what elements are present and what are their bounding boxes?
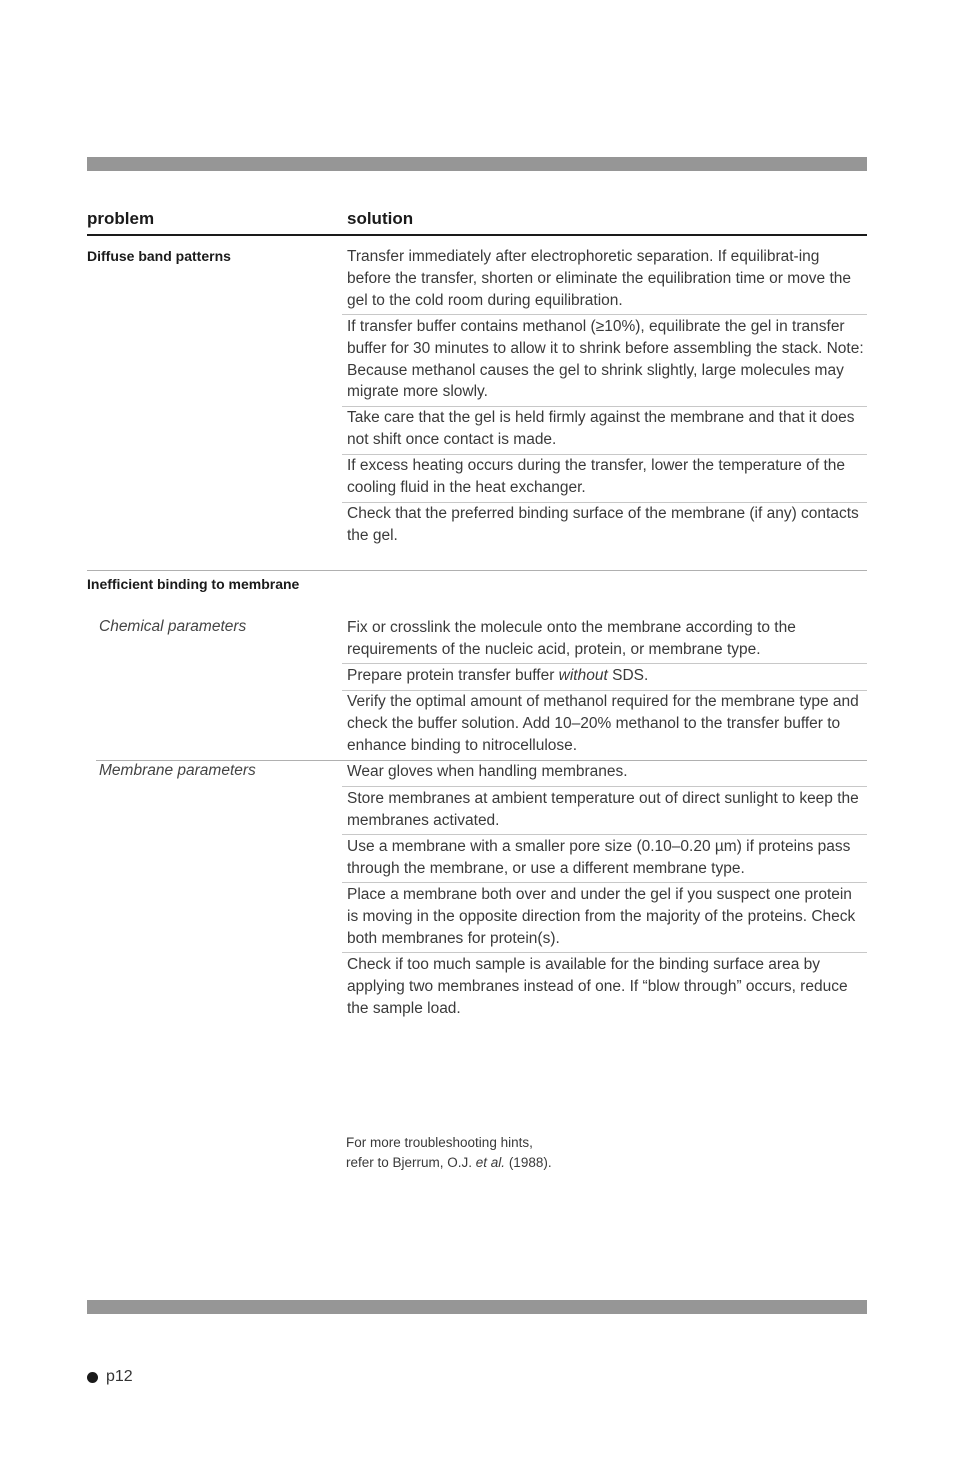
solution-item: If excess heating occurs during the transfer, lower the temperature of the cooling fluid in the heat exchanger. — [347, 457, 845, 496]
row-separator — [342, 882, 867, 883]
subproblem-chemical-parameters: Chemical parameters — [99, 618, 247, 635]
row-separator — [342, 834, 867, 835]
solution-item: Prepare protein transfer buffer without SDS. — [347, 667, 649, 684]
solution-item: Transfer immediately after electrophoretic separation. If equilibrat-ing before the transfer, shorten or eliminate the equilibration time or move the gel to the cold room during equilibration. — [347, 248, 852, 309]
solution-item: Fix or crosslink the molecule onto the membrane according to the requirements of the nucleic acid, protein, or membrane type. — [347, 619, 796, 658]
solution-item: Place a membrane both over and under the gel if you suspect one protein is moving in the opposite direction from the majority of the proteins. Check both membranes for protein(s). — [347, 886, 856, 947]
reference-note-line2: refer to Bjerrum, O.J. et al. (1988). — [346, 1154, 552, 1170]
solution-item: Check that the preferred binding surface of the membrane (if any) contacts the gel. — [347, 505, 859, 544]
row-separator — [342, 786, 867, 787]
reference-note — [346, 1133, 552, 1172]
subproblem-membrane-parameters: Membrane parameters — [99, 762, 256, 779]
column-header-problem: problem — [87, 209, 155, 228]
solution-item: If transfer buffer contains methanol (≥10%), equilibrate the gel in transfer buffer for 30 minutes to allow it to shrink before assembling the stack. Note: Because methanol causes the gel to shrink slightly, large molecules may migrate more slowly. — [347, 318, 864, 401]
solution-item: Wear gloves when handling membranes. — [347, 763, 628, 780]
page-number: p12 — [106, 1368, 133, 1385]
solution-item: Check if too much sample is available for the binding surface area by applying two membranes instead of one. If “blow through” occurs, reduce the sample load. — [347, 956, 848, 1017]
column-header-solution: solution — [347, 209, 414, 228]
solution-item: Store membranes at ambient temperature out of direct sunlight to keep the membranes activated. — [347, 790, 859, 829]
problem-diffuse-band-patterns: Diffuse band patterns — [87, 248, 231, 264]
header-rule — [87, 234, 867, 236]
reference-note-line1: For more troubleshooting hints, — [346, 1135, 533, 1150]
row-separator — [342, 314, 867, 315]
solution-item: Verify the optimal amount of methanol required for the membrane type and check the buffer solution. Add 10–20% methanol to the transfer buffer to enhance binding to nitrocellulose. — [347, 693, 859, 754]
page-footer — [87, 1368, 133, 1386]
section-separator — [87, 570, 867, 571]
solution-item: Take care that the gel is held firmly against the membrane and that it does not shift once contact is made. — [347, 409, 855, 448]
bottom-divider-bar — [87, 1300, 867, 1314]
problem-inefficient-binding: Inefficient binding to membrane — [87, 576, 300, 592]
bullet-icon — [87, 1372, 98, 1383]
top-divider-bar — [87, 157, 867, 171]
row-separator — [342, 952, 867, 953]
row-separator — [342, 663, 867, 664]
solution-item: Use a membrane with a smaller pore size (0.10–0.20 µm) if proteins pass through the membrane, or use a different membrane type. — [347, 838, 851, 877]
